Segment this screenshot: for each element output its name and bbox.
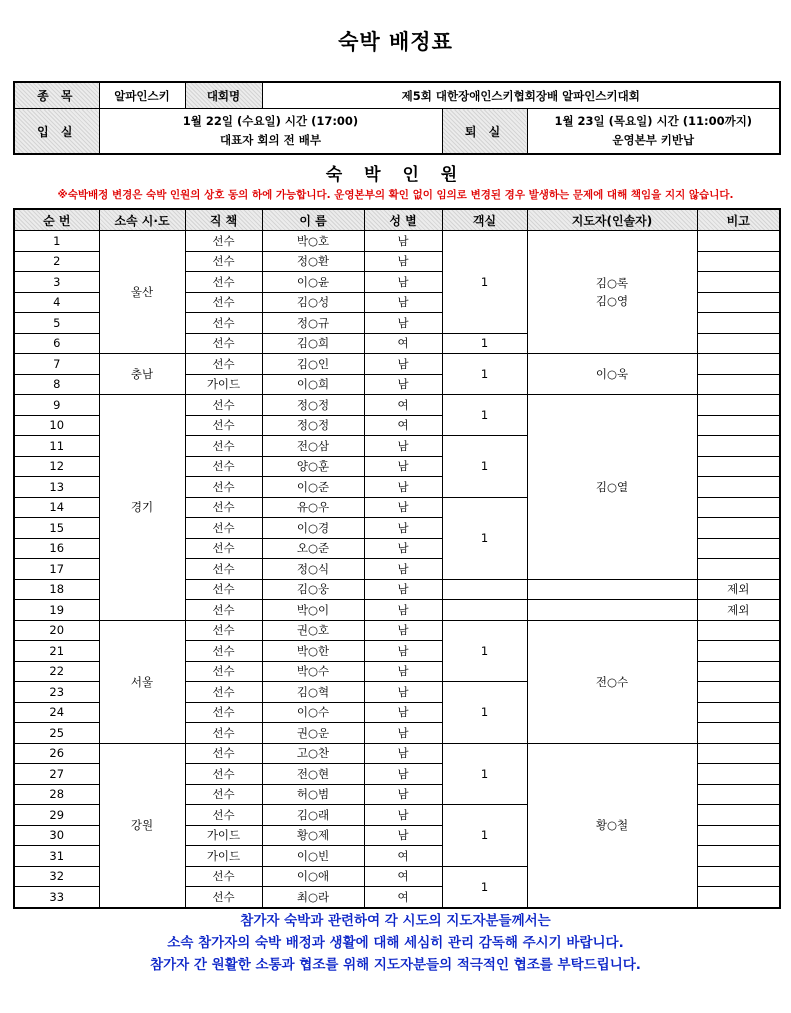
note-cell	[697, 477, 780, 498]
row-number: 3	[14, 272, 99, 293]
note-cell	[697, 374, 780, 395]
role-cell: 선수	[185, 292, 262, 313]
checkout-label: 퇴 실	[442, 109, 527, 155]
row-number: 9	[14, 395, 99, 416]
role-cell: 선수	[185, 682, 262, 703]
room-cell: 1	[442, 436, 527, 498]
room-cell: 1	[442, 866, 527, 908]
event-value: 알파인스키	[99, 82, 185, 109]
gender-cell: 남	[364, 354, 442, 375]
footer-line: 참가자 숙박과 관련하여 각 시도의 지도자분들께서는	[240, 913, 551, 929]
row-number: 30	[14, 825, 99, 846]
name-cell: 박○호	[262, 231, 364, 252]
name-cell: 황○제	[262, 825, 364, 846]
leader-name: 김○록	[595, 276, 629, 290]
note-cell	[697, 887, 780, 908]
row-number: 29	[14, 805, 99, 826]
room-cell	[442, 579, 527, 600]
note-cell: 제외	[697, 579, 780, 600]
gender-cell: 남	[364, 805, 442, 826]
col-header-room: 객실	[442, 209, 527, 231]
gender-cell: 남	[364, 538, 442, 559]
gender-cell: 남	[364, 272, 442, 293]
region-cell: 충남	[99, 354, 185, 395]
competition-value: 제5회 대한장애인스키협회장배 알파인스키대회	[262, 82, 780, 109]
leader-name: 김○영	[595, 294, 629, 308]
row-number: 17	[14, 559, 99, 580]
checkin-note: 대표자 회의 전 배부	[220, 133, 321, 147]
row-number: 7	[14, 354, 99, 375]
role-cell: 선수	[185, 743, 262, 764]
role-cell: 선수	[185, 723, 262, 744]
name-cell: 정○정	[262, 415, 364, 436]
table-row	[14, 354, 780, 375]
row-number: 32	[14, 866, 99, 887]
note-cell	[697, 497, 780, 518]
footer-line: 소속 참가자의 숙박 배정과 생활에 대해 세심히 관리 감독해 주시기 바랍니다.	[167, 935, 624, 951]
gender-cell: 남	[364, 456, 442, 477]
gender-cell: 남	[364, 477, 442, 498]
checkout-info	[527, 109, 780, 155]
gender-cell: 여	[364, 887, 442, 908]
name-cell: 정○식	[262, 559, 364, 580]
role-cell: 선수	[185, 456, 262, 477]
region-cell: 서울	[99, 620, 185, 743]
gender-cell: 남	[364, 559, 442, 580]
name-cell: 권○호	[262, 620, 364, 641]
note-cell	[697, 272, 780, 293]
notice-text: ※숙박배정 변경은 숙박 인원의 상호 동의 하에 가능합니다. 운영본부의 확인 없이 임의로 변경된 경우 발생하는 문제에 대해 책임을 지지 않습니다.	[57, 189, 734, 201]
region-cell: 강원	[99, 743, 185, 908]
note-cell	[697, 825, 780, 846]
note-cell	[697, 415, 780, 436]
row-number: 8	[14, 374, 99, 395]
name-cell: 정○환	[262, 251, 364, 272]
name-cell: 이○준	[262, 477, 364, 498]
name-cell: 김○희	[262, 333, 364, 354]
role-cell: 선수	[185, 538, 262, 559]
note-cell	[697, 559, 780, 580]
name-cell: 전○현	[262, 764, 364, 785]
leader-name: 황○철	[595, 818, 629, 832]
note-cell	[697, 866, 780, 887]
note-cell	[697, 764, 780, 785]
checkin-info	[99, 109, 442, 155]
note-cell	[697, 436, 780, 457]
gender-cell: 여	[364, 846, 442, 867]
name-cell: 최○라	[262, 887, 364, 908]
leader-cell	[527, 600, 697, 621]
name-cell: 박○수	[262, 661, 364, 682]
leader-cell	[527, 620, 697, 743]
note-cell	[697, 846, 780, 867]
name-cell: 권○운	[262, 723, 364, 744]
room-cell: 1	[442, 333, 527, 354]
gender-cell: 여	[364, 395, 442, 416]
row-number: 13	[14, 477, 99, 498]
checkout-time: 1월 23일 (목요일) 시간 (11:00까지)	[554, 114, 753, 128]
name-cell: 고○찬	[262, 743, 364, 764]
role-cell: 선수	[185, 415, 262, 436]
role-cell: 선수	[185, 702, 262, 723]
row-number: 20	[14, 620, 99, 641]
name-cell: 김○인	[262, 354, 364, 375]
room-cell: 1	[442, 743, 527, 805]
gender-cell: 남	[364, 825, 442, 846]
name-cell: 이○빈	[262, 846, 364, 867]
note-cell	[697, 456, 780, 477]
region-cell: 경기	[99, 395, 185, 621]
roster-table	[13, 208, 781, 909]
role-cell: 선수	[185, 436, 262, 457]
name-cell: 유○우	[262, 497, 364, 518]
note-cell	[697, 702, 780, 723]
row-number: 5	[14, 313, 99, 334]
leader-cell	[527, 231, 697, 354]
name-cell: 오○준	[262, 538, 364, 559]
role-cell: 선수	[185, 518, 262, 539]
note-cell	[697, 354, 780, 375]
gender-cell: 남	[364, 764, 442, 785]
note-cell	[697, 723, 780, 744]
gender-cell: 남	[364, 702, 442, 723]
note-cell	[697, 313, 780, 334]
row-number: 2	[14, 251, 99, 272]
leader-cell	[527, 743, 697, 908]
gender-cell: 남	[364, 600, 442, 621]
gender-cell: 남	[364, 518, 442, 539]
gender-cell: 남	[364, 436, 442, 457]
note-cell	[697, 682, 780, 703]
name-cell: 이○윤	[262, 272, 364, 293]
row-number: 1	[14, 231, 99, 252]
room-cell: 1	[442, 620, 527, 682]
note-cell	[697, 231, 780, 252]
name-cell: 김○웅	[262, 579, 364, 600]
leader-cell	[527, 354, 697, 395]
room-cell: 1	[442, 682, 527, 744]
region-cell: 울산	[99, 231, 185, 354]
gender-cell: 남	[364, 682, 442, 703]
row-number: 18	[14, 579, 99, 600]
role-cell: 선수	[185, 579, 262, 600]
row-number: 22	[14, 661, 99, 682]
row-number: 19	[14, 600, 99, 621]
col-header-name: 이 름	[262, 209, 364, 231]
table-row	[14, 395, 780, 416]
leader-name: 김○열	[595, 479, 629, 494]
gender-cell: 남	[364, 231, 442, 252]
row-number: 10	[14, 415, 99, 436]
row-number: 25	[14, 723, 99, 744]
competition-label: 대회명	[185, 82, 262, 109]
gender-cell: 남	[364, 661, 442, 682]
table-row	[14, 620, 780, 641]
event-label: 종 목	[14, 82, 99, 109]
name-cell: 양○훈	[262, 456, 364, 477]
roster-body	[14, 231, 780, 908]
note-cell	[697, 538, 780, 559]
row-number: 6	[14, 333, 99, 354]
name-cell: 이○희	[262, 374, 364, 395]
gender-cell: 남	[364, 374, 442, 395]
note-cell	[697, 620, 780, 641]
gender-cell: 남	[364, 292, 442, 313]
role-cell: 선수	[185, 354, 262, 375]
name-cell: 이○수	[262, 702, 364, 723]
gender-cell: 여	[364, 415, 442, 436]
leader-cell	[527, 395, 697, 580]
gender-cell: 남	[364, 641, 442, 662]
section-title: 숙 박 인 원	[325, 165, 466, 185]
room-cell: 1	[442, 805, 527, 867]
gender-cell: 남	[364, 784, 442, 805]
room-cell: 1	[442, 497, 527, 579]
name-cell: 박○이	[262, 600, 364, 621]
row-number: 27	[14, 764, 99, 785]
role-cell: 가이드	[185, 374, 262, 395]
role-cell: 선수	[185, 251, 262, 272]
name-cell: 김○성	[262, 292, 364, 313]
role-cell: 선수	[185, 764, 262, 785]
name-cell: 김○래	[262, 805, 364, 826]
footer-line: 참가자 간 원활한 소통과 협조를 위해 지도자분들의 적극적인 협조를 부탁드립니다.	[150, 957, 641, 973]
role-cell: 선수	[185, 272, 262, 293]
name-cell: 정○정	[262, 395, 364, 416]
col-header-note: 비고	[697, 209, 780, 231]
col-header-leader: 지도자(인솔자)	[527, 209, 697, 231]
name-cell: 김○혁	[262, 682, 364, 703]
role-cell: 선수	[185, 395, 262, 416]
note-cell: 제외	[697, 600, 780, 621]
footer-message	[0, 910, 791, 976]
col-header-region: 소속 시·도	[99, 209, 185, 231]
row-number: 24	[14, 702, 99, 723]
row-number: 26	[14, 743, 99, 764]
row-number: 21	[14, 641, 99, 662]
gender-cell: 남	[364, 723, 442, 744]
role-cell: 선수	[185, 477, 262, 498]
role-cell: 선수	[185, 887, 262, 908]
role-cell: 선수	[185, 620, 262, 641]
gender-cell: 남	[364, 251, 442, 272]
name-cell: 허○범	[262, 784, 364, 805]
gender-cell: 남	[364, 497, 442, 518]
note-cell	[697, 292, 780, 313]
name-cell: 이○경	[262, 518, 364, 539]
note-cell	[697, 395, 780, 416]
row-number: 12	[14, 456, 99, 477]
col-header-role: 직 책	[185, 209, 262, 231]
gender-cell: 남	[364, 620, 442, 641]
room-cell: 1	[442, 354, 527, 395]
note-cell	[697, 333, 780, 354]
gender-cell: 남	[364, 743, 442, 764]
row-number: 23	[14, 682, 99, 703]
role-cell: 선수	[185, 333, 262, 354]
role-cell: 선수	[185, 313, 262, 334]
name-cell: 박○한	[262, 641, 364, 662]
col-header-no: 순 번	[14, 209, 99, 231]
row-number: 15	[14, 518, 99, 539]
row-number: 16	[14, 538, 99, 559]
name-cell: 전○삼	[262, 436, 364, 457]
checkin-time: 1월 22일 (수요일) 시간 (17:00)	[182, 114, 359, 128]
name-cell: 정○규	[262, 313, 364, 334]
row-number: 11	[14, 436, 99, 457]
role-cell: 선수	[185, 641, 262, 662]
role-cell: 선수	[185, 784, 262, 805]
leader-cell	[527, 579, 697, 600]
gender-cell: 여	[364, 866, 442, 887]
row-number: 14	[14, 497, 99, 518]
role-cell: 가이드	[185, 825, 262, 846]
role-cell: 선수	[185, 661, 262, 682]
room-cell	[442, 600, 527, 621]
gender-cell: 남	[364, 313, 442, 334]
note-cell	[697, 641, 780, 662]
note-cell	[697, 661, 780, 682]
page-title: 숙박 배정표	[338, 30, 453, 54]
room-cell: 1	[442, 231, 527, 334]
roster-header	[14, 209, 780, 231]
row-number: 28	[14, 784, 99, 805]
table-row	[14, 231, 780, 252]
note-cell	[697, 518, 780, 539]
note-cell	[697, 251, 780, 272]
role-cell: 선수	[185, 559, 262, 580]
role-cell: 선수	[185, 231, 262, 252]
role-cell: 가이드	[185, 846, 262, 867]
event-info-table	[13, 81, 781, 155]
role-cell: 선수	[185, 497, 262, 518]
row-number: 31	[14, 846, 99, 867]
role-cell: 선수	[185, 805, 262, 826]
gender-cell: 여	[364, 333, 442, 354]
room-cell: 1	[442, 395, 527, 436]
gender-cell: 남	[364, 579, 442, 600]
role-cell: 선수	[185, 866, 262, 887]
table-row	[14, 743, 780, 764]
row-number: 4	[14, 292, 99, 313]
role-cell: 선수	[185, 600, 262, 621]
note-cell	[697, 784, 780, 805]
row-number: 33	[14, 887, 99, 908]
checkin-label: 입 실	[14, 109, 99, 155]
leader-name: 전○수	[595, 674, 629, 689]
leader-name: 이○욱	[595, 367, 629, 381]
note-cell	[697, 743, 780, 764]
col-header-gender: 성 별	[364, 209, 442, 231]
checkout-note: 운영본부 키반납	[612, 133, 695, 147]
name-cell: 이○애	[262, 866, 364, 887]
note-cell	[697, 805, 780, 826]
